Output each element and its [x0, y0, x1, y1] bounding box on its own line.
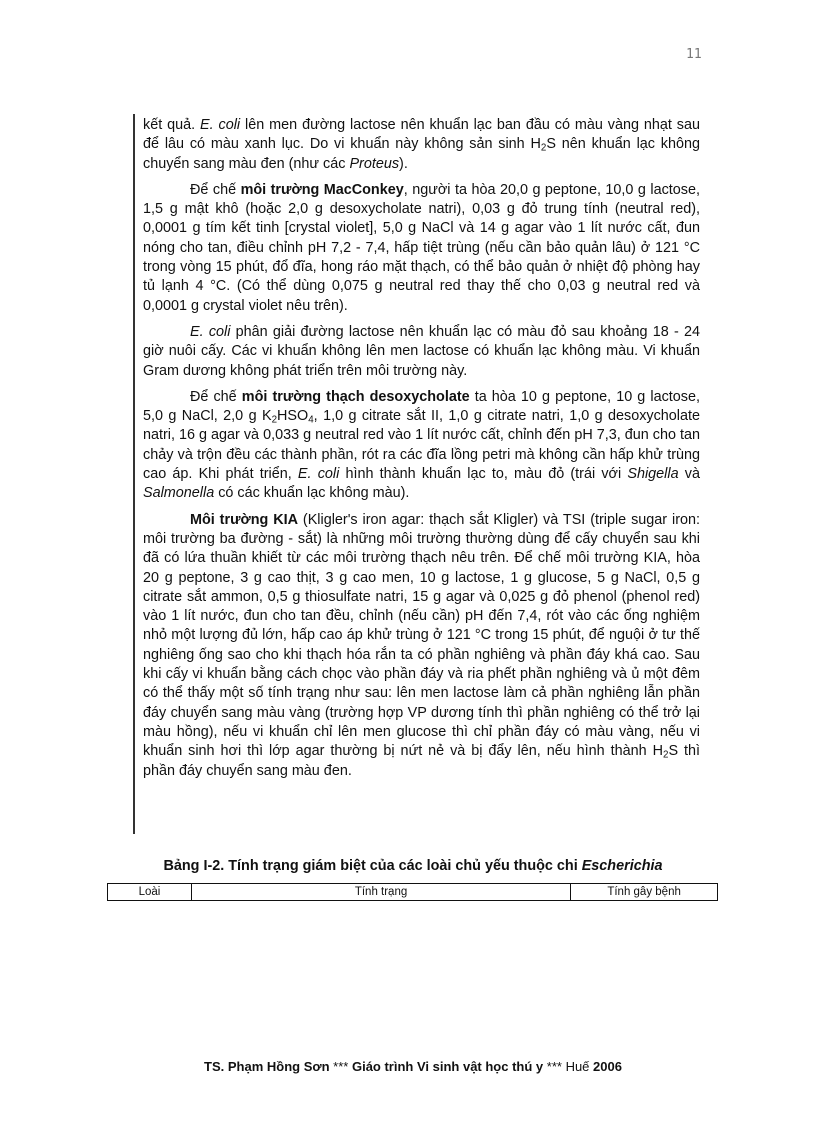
text-run: Để chế [190, 181, 241, 198]
paragraph-desoxycholate [143, 388, 700, 504]
text-run: và [678, 466, 700, 483]
text-run: HSO [277, 408, 309, 425]
table-caption-genus: Escherichia [581, 858, 663, 874]
text-run: phân giải đường lactose nên khuẩn lạc có màu đỏ sau khoảng 18 - 24 giờ nuôi cấy. Các vi khuẩn không lên men lactose có khuẩn lạc không màu. Vi khuẩn Gram dương không phát triển trên môi trường này. [143, 323, 700, 379]
subscript: 4 [308, 414, 314, 426]
bold-term: môi trường thạch desoxycholate [241, 388, 470, 405]
text-run: ). [399, 155, 408, 172]
bold-term: Môi trường KIA [190, 511, 298, 528]
page-number: 11 [686, 47, 702, 62]
column-header-species: Loài [108, 884, 192, 901]
text-run: kết quả. [143, 117, 201, 133]
italic-text: Shigella [627, 466, 679, 483]
subscript: 2 [271, 414, 278, 426]
italic-text: E. coli [297, 466, 340, 483]
bold-term: môi trường MacConkey [240, 181, 404, 198]
text-run: S thì phần đáy chuyển sang màu đen. [143, 743, 700, 779]
table-header-row [108, 884, 718, 901]
text-run: ta hòa 10 g peptone, 10 g lactose, 5,0 g NaCl, 2,0 g K [143, 388, 700, 425]
paragraph-kia [143, 511, 700, 781]
text-run: có các khuẩn lạc không màu). [214, 485, 410, 502]
text-run: hình thành khuẩn lạc to, màu đỏ (trái với [339, 466, 628, 483]
italic-text: E. coli [190, 323, 231, 340]
subscript: 2 [540, 142, 547, 154]
text-run: , 1,0 g citrate sắt II, 1,0 g citrate natri, 1,0 g desoxycholate natri, 16 g agar và 0,033 g neutral red vào 1 lít nước cất, chỉnh đến pH 7,3, đun cho tan chảy và trộn đều các thành phần, rót ra các đĩa lồng petri mà không cần hấp khử trùng cao áp. Khi phát triển, [143, 408, 700, 483]
italic-text: Salmonella [143, 485, 215, 502]
body-text [143, 116, 700, 788]
footer-book-title: Giáo trình Vi sinh vật học thú y [351, 1059, 544, 1074]
text-run: , người ta hòa 20,0 g peptone, 10,0 g lactose, 1,5 g mật khô (hoặc 2,0 g desoxycholate natri), 0,03 g đỏ trung tính (neutral red), 0,0001 g tím kết tinh [crystal violet], 5,0 g NaCl và 14 g agar vào 1 lít nước cất, đun nóng cho tan, điều chỉnh pH 7,2 - 7,4, hấp tiệt trùng (nếu cần bảo quản lâu) ở 121 °C trong vòng 15 phút, đổ đĩa, hong ráo mặt thạch, có thể bảo quản ở nhiệt độ phòng hay tủ lạnh 4 °C. (Có thể dùng 0,075 g neutral red thay thế cho 0,03 g neutral red và 0,0001 g crystal violet nêu trên). [143, 181, 700, 314]
table-caption [108, 858, 718, 874]
text-run: Để chế [190, 388, 242, 405]
page-footer [108, 1059, 718, 1074]
paragraph-macconkey [143, 181, 700, 316]
italic-text: E. coli [200, 117, 241, 133]
text-run: S nên khuẩn lạc không chuyển sang màu đen (như các [143, 136, 700, 172]
table-caption-text: Bảng I-2. Tính trạng giám biệt của các loài chủ yếu thuộc chi [163, 858, 582, 874]
footer-year: 2006 [593, 1059, 622, 1074]
paragraph-ecoli-lactose [143, 323, 700, 381]
column-header-traits: Tính trạng [191, 884, 570, 901]
footer-separator: *** [543, 1059, 566, 1074]
footer-place: Huế [565, 1059, 594, 1074]
subscript: 2 [662, 749, 669, 761]
footer-separator: *** [329, 1059, 352, 1074]
footer-author: TS. Phạm Hồng Sơn [204, 1059, 330, 1074]
text-run: (Kligler's iron agar: thạch sắt Kligler) và TSI (triple sugar iron: môi trường ba đường - sắt) là những môi trường thường dùng để cấy chuyển sau khi đã có lứa thuần khiết từ các môi trường thạch nêu trên. Để chế môi trường KIA, hòa 20 g peptone, 3 g cao thịt, 3 g cao men, 10 g lactose, 1 g glucose, 5 g NaCl, 0,5 g citrate sắt ammon, 0,5 g thiosulfate natri, 15 g agar và 0,025 g đỏ phenol (phenol red) vào 1 lít nước, đun cho tan đều, chỉnh (nếu cần) pH đến 7,4, rót vào các ống nghiệm nhỏ một lượng đủ lớn, hấp cao áp khử trùng ở 121 °C trong 15 phút, để nguội ở tư thế nghiêng ống sao cho khi thạch hóa rắn ta có phần nghiêng và phần đáy khá cao. Sau khi cấy vi khuẩn bằng cách chọc vào phần đáy và ria phết phần nghiêng và ủ một đêm có thể thấy một số tính trạng như sau: lên men lactose làm cả phần nghiêng lẫn phần đáy chuyển sang màu vàng (trường hợp VP dương tính thì phần nghiêng có thể trở lại màu hồng), nếu vi khuẩn chỉ lên men glucose thì chỉ phần đáy có màu vàng, nếu vi khuẩn sinh hơi thì lớp agar thường bị nứt nẻ và bị đẩy lên, nếu hình thành H [143, 511, 700, 760]
column-header-pathogenicity: Tính gây bệnh [571, 884, 718, 901]
text-run: lên men đường lactose nên khuẩn lạc ban đầu có màu vàng nhạt sau để lâu có màu xanh lục. Do vi khuẩn này không sản sinh H [143, 117, 700, 153]
italic-text: Proteus [349, 155, 400, 172]
paragraph-0 [143, 116, 700, 174]
margin-change-bar [133, 114, 135, 834]
traits-table [107, 883, 718, 901]
